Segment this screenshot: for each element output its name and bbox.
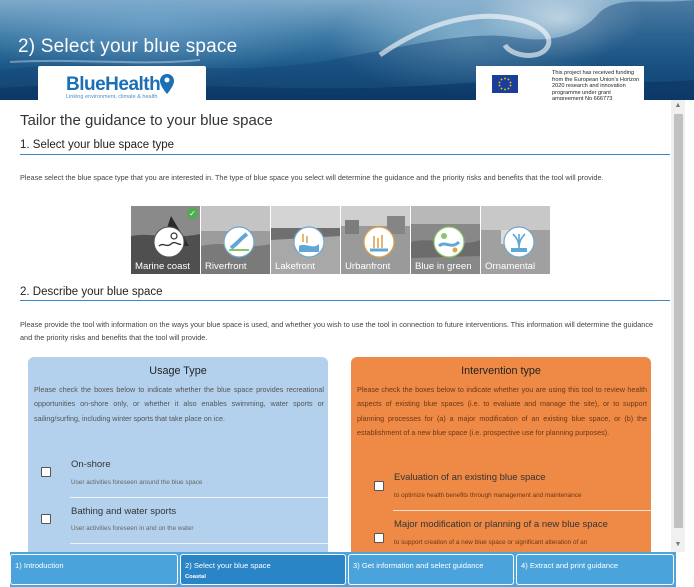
section-1-description: Please select the blue space type that you are interested in. The type of blue space you select will determine the guidance and the priority risks and benefits that the tool will provide. <box>20 173 604 182</box>
tile-lakefront[interactable] <box>271 206 340 274</box>
on-shore-checkbox[interactable] <box>41 467 51 477</box>
location-pin-icon <box>160 74 174 94</box>
main-heading: Tailor the guidance to your blue space <box>20 112 273 129</box>
blue-space-type-selector <box>131 206 551 274</box>
step-label: 4) Extract and print guidance <box>521 561 619 570</box>
tile-label: Lakefront <box>275 261 316 272</box>
bathing-water-sports-sub: User activities foreseen in and on the water <box>71 525 194 532</box>
scroll-up-arrow-icon[interactable]: ▲ <box>674 102 682 109</box>
eu-notice-text: This project has received funding from the European Union's Horizon 2020 research and innovation programme under grant <box>552 70 640 96</box>
intervention-type-title: Intervention type <box>461 365 541 377</box>
step-extract-print[interactable] <box>516 554 674 585</box>
river-icon <box>223 226 255 258</box>
bathing-water-sports-label: Bathing and water sports <box>71 506 177 517</box>
step-navigation <box>10 552 676 587</box>
intervention-type-text: Please check the boxes below to indicate whether you are using this tool to review health aspects of existing blue spaces (i.e. to evaluate and manage the site), or to support planning processes for (a) a major modification of an existing blue space, or (b) the establishment of a new blue space (i.e. prospective use for planning purposes). <box>357 385 647 437</box>
step-label: 1) Introduction <box>15 561 64 570</box>
option-divider <box>70 497 328 498</box>
main-content[interactable] <box>10 100 670 552</box>
evaluation-existing-label: Evaluation of an existing blue space <box>394 472 546 483</box>
header-banner <box>0 0 694 100</box>
scroll-down-arrow-icon[interactable]: ▼ <box>674 541 682 548</box>
section-1-title: 1. Select your blue space type <box>20 139 175 151</box>
tile-label: Blue in green <box>415 261 472 272</box>
page-title: 2) Select your blue space <box>18 36 238 57</box>
option-divider <box>393 510 651 511</box>
vertical-scrollbar[interactable] <box>671 100 685 552</box>
tile-riverfront[interactable] <box>201 206 270 274</box>
section-2-title: 2. Describe your blue space <box>20 286 163 298</box>
option-divider <box>70 543 328 544</box>
usage-type-title: Usage Type <box>149 365 207 377</box>
major-modification-sub: to support creation of a new blue space or significant alteration of an <box>394 539 588 546</box>
bluehealth-logo[interactable] <box>38 66 206 104</box>
eu-flag-icon <box>492 75 518 93</box>
logo-name: BlueHealth <box>66 74 161 95</box>
step-get-information[interactable] <box>348 554 514 585</box>
tile-label: Riverfront <box>205 261 247 272</box>
tile-urbanfront[interactable] <box>341 206 410 274</box>
selected-check-icon: ✓ <box>187 208 198 219</box>
eu-funding-notice <box>476 66 644 100</box>
step-label: 2) Select your blue space <box>185 561 271 570</box>
evaluation-existing-checkbox[interactable] <box>374 481 384 491</box>
logo-tagline: Linking environment, climate & health <box>66 94 158 100</box>
fountain-icon <box>503 226 535 258</box>
park-icon <box>433 226 465 258</box>
section-2-rule <box>20 300 670 301</box>
major-modification-checkbox[interactable] <box>374 533 384 543</box>
tile-marine-coast[interactable] <box>131 206 200 274</box>
on-shore-label: On-shore <box>71 459 111 470</box>
major-modification-label: Major modification or planning of a new blue space <box>394 519 608 530</box>
urban-icon <box>363 226 395 258</box>
on-shore-sub: User activities foreseen around the blue space <box>71 479 203 486</box>
step-introduction[interactable] <box>10 554 178 585</box>
step-sub: Coastal <box>185 574 206 580</box>
usage-type-text: Please check the boxes below to indicate whether the blue space provides recreational opportunities on-shore only, or whether it also enables swimming, water sports or sailing/surfing, including winter sports that take place on ice. <box>34 385 324 423</box>
step-label: 3) Get information and select guidance <box>353 561 484 570</box>
intervention-type-card <box>351 357 651 552</box>
tile-label: Urbanfront <box>345 261 391 272</box>
lake-icon <box>293 226 325 258</box>
tile-label: Marine coast <box>135 261 190 272</box>
section-1-rule <box>20 154 670 155</box>
usage-type-card <box>28 357 328 552</box>
tile-ornamental[interactable] <box>481 206 550 274</box>
bathing-water-sports-checkbox[interactable] <box>41 514 51 524</box>
coast-icon <box>153 226 185 258</box>
tile-label: Ornamental <box>485 261 536 272</box>
tile-blue-in-green[interactable] <box>411 206 480 274</box>
section-2-description: Please provide the tool with information on the ways your blue space is used, and whether you wish to use the tool in connection to future interventions. This information will determine the guidance and the priority risks and benefits that the tool will provide. <box>20 320 654 342</box>
evaluation-existing-sub: to optimize health benefits through management and maintenance <box>394 492 582 499</box>
step-select-blue-space[interactable] <box>180 554 346 585</box>
scroll-thumb[interactable] <box>674 114 683 528</box>
